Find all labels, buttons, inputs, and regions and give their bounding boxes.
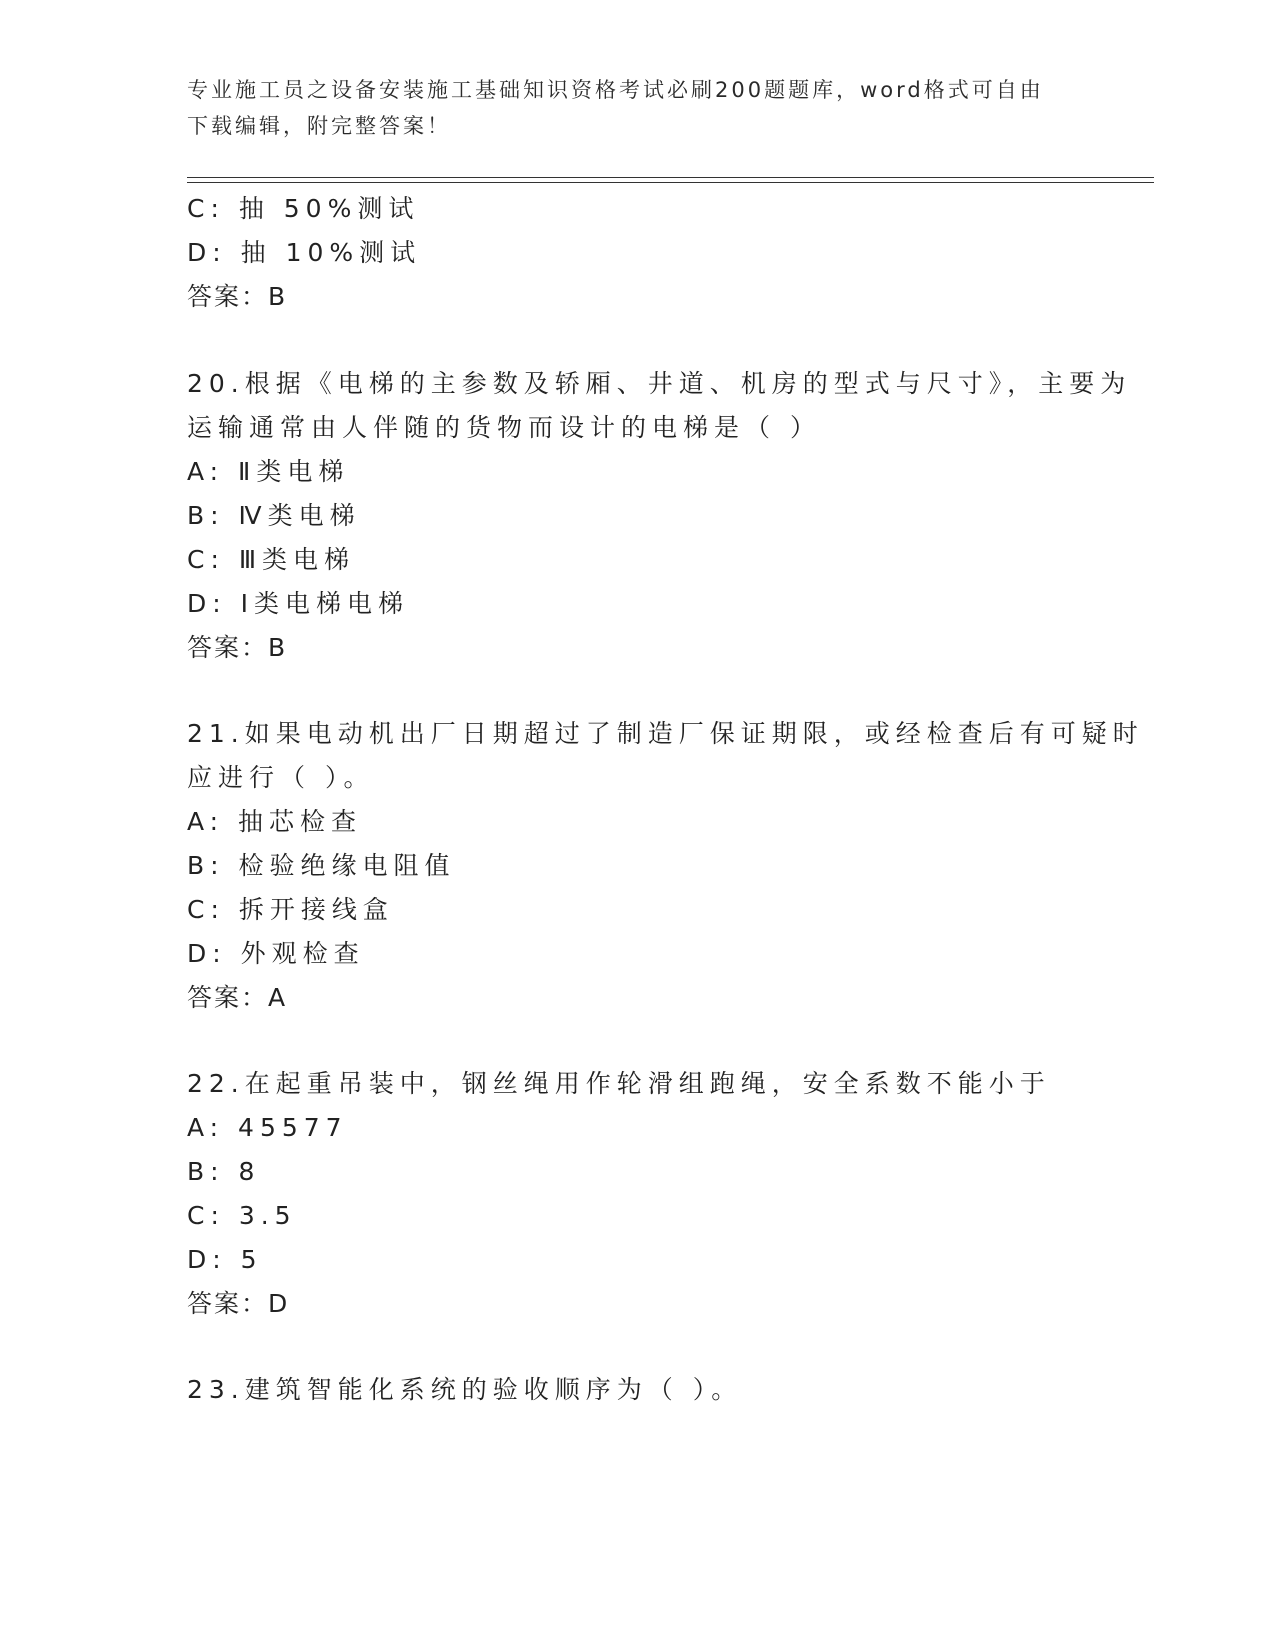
q20-option-a: A: Ⅱ类电梯 <box>187 457 350 486</box>
q19-option-c: C: 抽 50%测试 <box>187 194 420 223</box>
q20-answer: 答案：B <box>187 633 288 662</box>
q22-option-b: B: 8 <box>187 1157 261 1186</box>
q21-option-c: C: 拆开接线盒 <box>187 895 394 924</box>
q21-answer: 答案：A <box>187 983 288 1012</box>
q19-answer: 答案：B <box>187 282 288 311</box>
q21-option-d: D: 外观检查 <box>187 939 365 968</box>
header-divider-bottom <box>187 182 1154 183</box>
header-line-2: 下载编辑，附完整答案！ <box>187 114 451 138</box>
q21-stem-line-2: 应进行（ ）。 <box>187 763 375 792</box>
q23-stem-line-1: 23.建筑智能化系统的验收顺序为（ ）。 <box>187 1375 743 1404</box>
q21-option-a: A: 抽芯检查 <box>187 807 363 836</box>
q20-option-c: C: Ⅲ类电梯 <box>187 545 356 574</box>
q22-option-a: A: 45577 <box>187 1113 348 1142</box>
q22-option-d: D: 5 <box>187 1245 263 1274</box>
q22-answer: 答案：D <box>187 1289 290 1318</box>
q19-option-d: D: 抽 10%测试 <box>187 238 422 267</box>
document-header <box>187 72 1067 144</box>
q20-stem-line-2: 运输通常由人伴随的货物而设计的电梯是（ ） <box>187 413 821 442</box>
q20-option-d: D: Ⅰ类电梯电梯 <box>187 589 409 618</box>
q20-option-b: B: Ⅳ类电梯 <box>187 501 361 530</box>
q21-option-b: B: 检验绝缘电阻值 <box>187 851 456 880</box>
q21-stem-line-1: 21.如果电动机出厂日期超过了制造厂保证期限，或经检查后有可疑时 <box>187 719 1144 748</box>
q22-option-c: C: 3.5 <box>187 1201 297 1230</box>
q20-stem-line-1: 20.根据《电梯的主参数及轿厢、井道、机房的型式与尺寸》，主要为 <box>187 369 1132 398</box>
header-line-1: 专业施工员之设备安装施工基础知识资格考试必刷200题题库，word格式可自由 <box>187 78 1044 102</box>
q22-stem-line-1: 22.在起重吊装中，钢丝绳用作轮滑组跑绳，安全系数不能小于 <box>187 1069 1051 1098</box>
header-divider-top <box>187 177 1154 178</box>
